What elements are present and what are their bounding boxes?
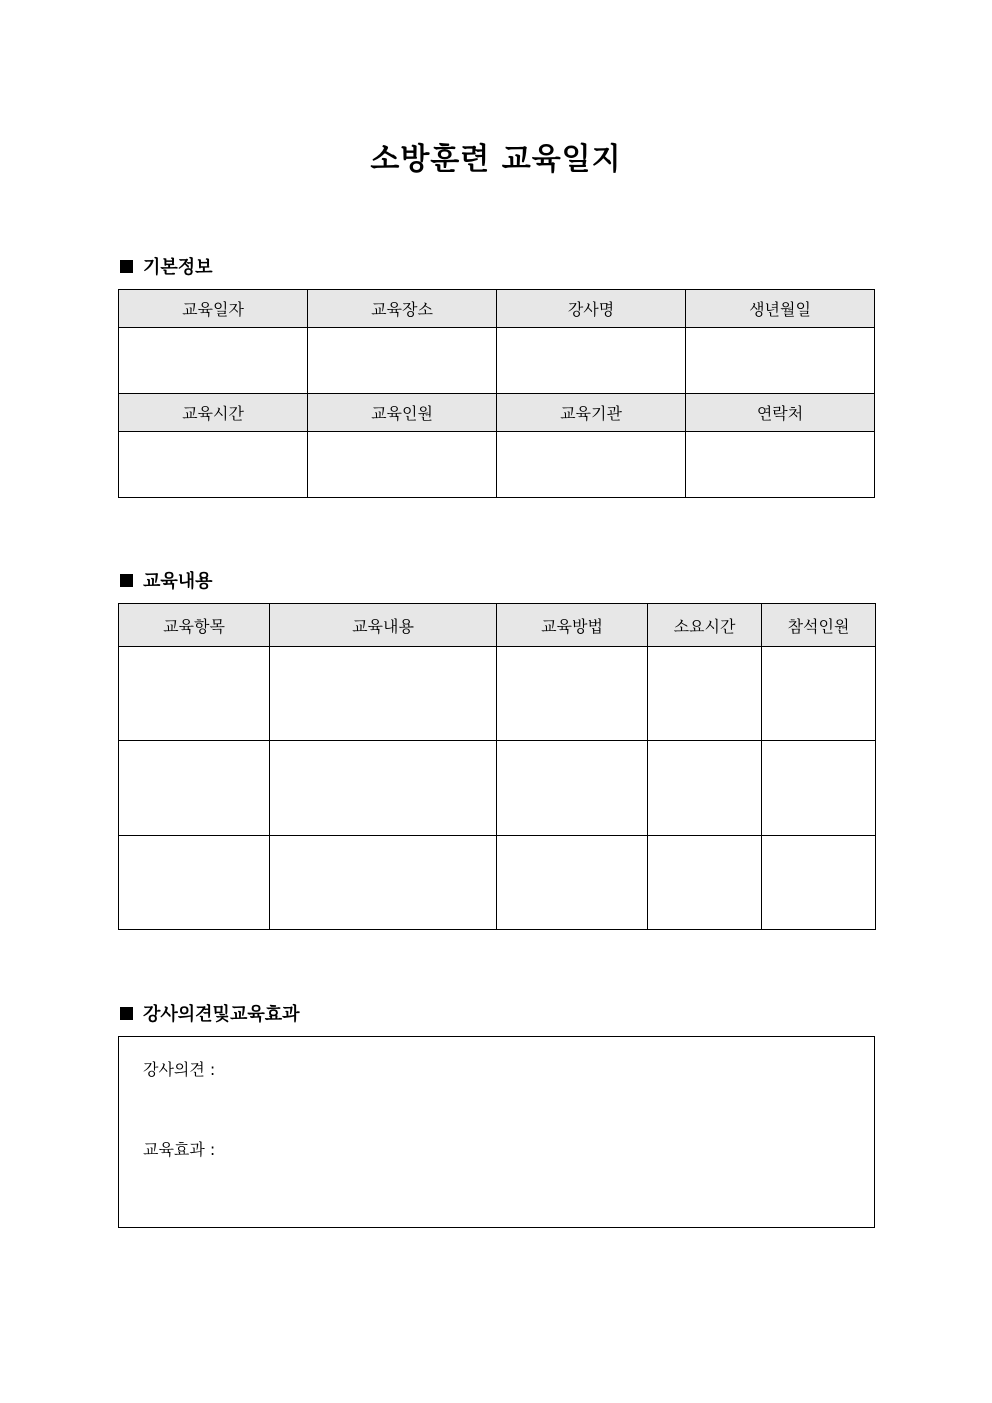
- cell-education-method[interactable]: [497, 647, 648, 741]
- content-header-row: [119, 604, 876, 647]
- cell-duration[interactable]: [648, 741, 762, 836]
- cell-education-content[interactable]: [270, 836, 497, 930]
- header-birth-date: 생년월일: [686, 290, 875, 328]
- header-education-institution: 교육기관: [497, 394, 686, 432]
- cell-education-method[interactable]: [497, 836, 648, 930]
- cell-education-item[interactable]: [119, 836, 270, 930]
- value-education-date[interactable]: [119, 328, 308, 394]
- value-birth-date[interactable]: [686, 328, 875, 394]
- cell-attendees[interactable]: [762, 647, 876, 741]
- document-title: 소방훈련 교육일지: [370, 142, 622, 177]
- header-education-date: 교육일자: [119, 290, 308, 328]
- cell-education-content[interactable]: [270, 647, 497, 741]
- cell-duration[interactable]: [648, 836, 762, 930]
- value-education-time[interactable]: [119, 432, 308, 498]
- header-instructor-name: 강사명: [497, 290, 686, 328]
- table-row: [119, 741, 876, 836]
- header-education-place: 교육장소: [308, 290, 497, 328]
- content-table: [118, 603, 876, 930]
- basic-info-heading-text: 기본정보: [143, 257, 213, 278]
- content-heading: [120, 567, 213, 593]
- basic-value-row-2: [119, 432, 875, 498]
- header-contact: 연락처: [686, 394, 875, 432]
- cell-education-content[interactable]: [270, 741, 497, 836]
- opinion-heading-text: 강사의견및교육효과: [143, 1004, 300, 1025]
- header-education-headcount: 교육인원: [308, 394, 497, 432]
- basic-info-heading: [120, 253, 213, 279]
- instructor-opinion-label: 강사의견 :: [143, 1060, 216, 1079]
- cell-attendees[interactable]: [762, 741, 876, 836]
- cell-education-item[interactable]: [119, 647, 270, 741]
- basic-header-row-2: [119, 394, 875, 432]
- cell-education-method[interactable]: [497, 741, 648, 836]
- value-education-institution[interactable]: [497, 432, 686, 498]
- basic-value-row-1: [119, 328, 875, 394]
- basic-header-row-1: [119, 290, 875, 328]
- header-education-method: 교육방법: [497, 604, 648, 647]
- content-heading-text: 교육내용: [143, 571, 213, 592]
- value-education-headcount[interactable]: [308, 432, 497, 498]
- header-education-content: 교육내용: [270, 604, 497, 647]
- square-bullet-icon: [120, 574, 133, 587]
- header-duration: 소요시간: [648, 604, 762, 647]
- value-contact[interactable]: [686, 432, 875, 498]
- square-bullet-icon: [120, 1007, 133, 1020]
- education-effect-label: 교육효과 :: [143, 1140, 216, 1159]
- table-row: [119, 647, 876, 741]
- value-instructor-name[interactable]: [497, 328, 686, 394]
- table-row: [119, 836, 876, 930]
- cell-duration[interactable]: [648, 647, 762, 741]
- opinion-box[interactable]: [118, 1036, 875, 1228]
- header-education-time: 교육시간: [119, 394, 308, 432]
- cell-attendees[interactable]: [762, 836, 876, 930]
- cell-education-item[interactable]: [119, 741, 270, 836]
- value-education-place[interactable]: [308, 328, 497, 394]
- header-education-item: 교육항목: [119, 604, 270, 647]
- opinion-heading: [120, 1000, 300, 1026]
- basic-info-table: [118, 289, 875, 498]
- header-attendees: 참석인원: [762, 604, 876, 647]
- square-bullet-icon: [120, 260, 133, 273]
